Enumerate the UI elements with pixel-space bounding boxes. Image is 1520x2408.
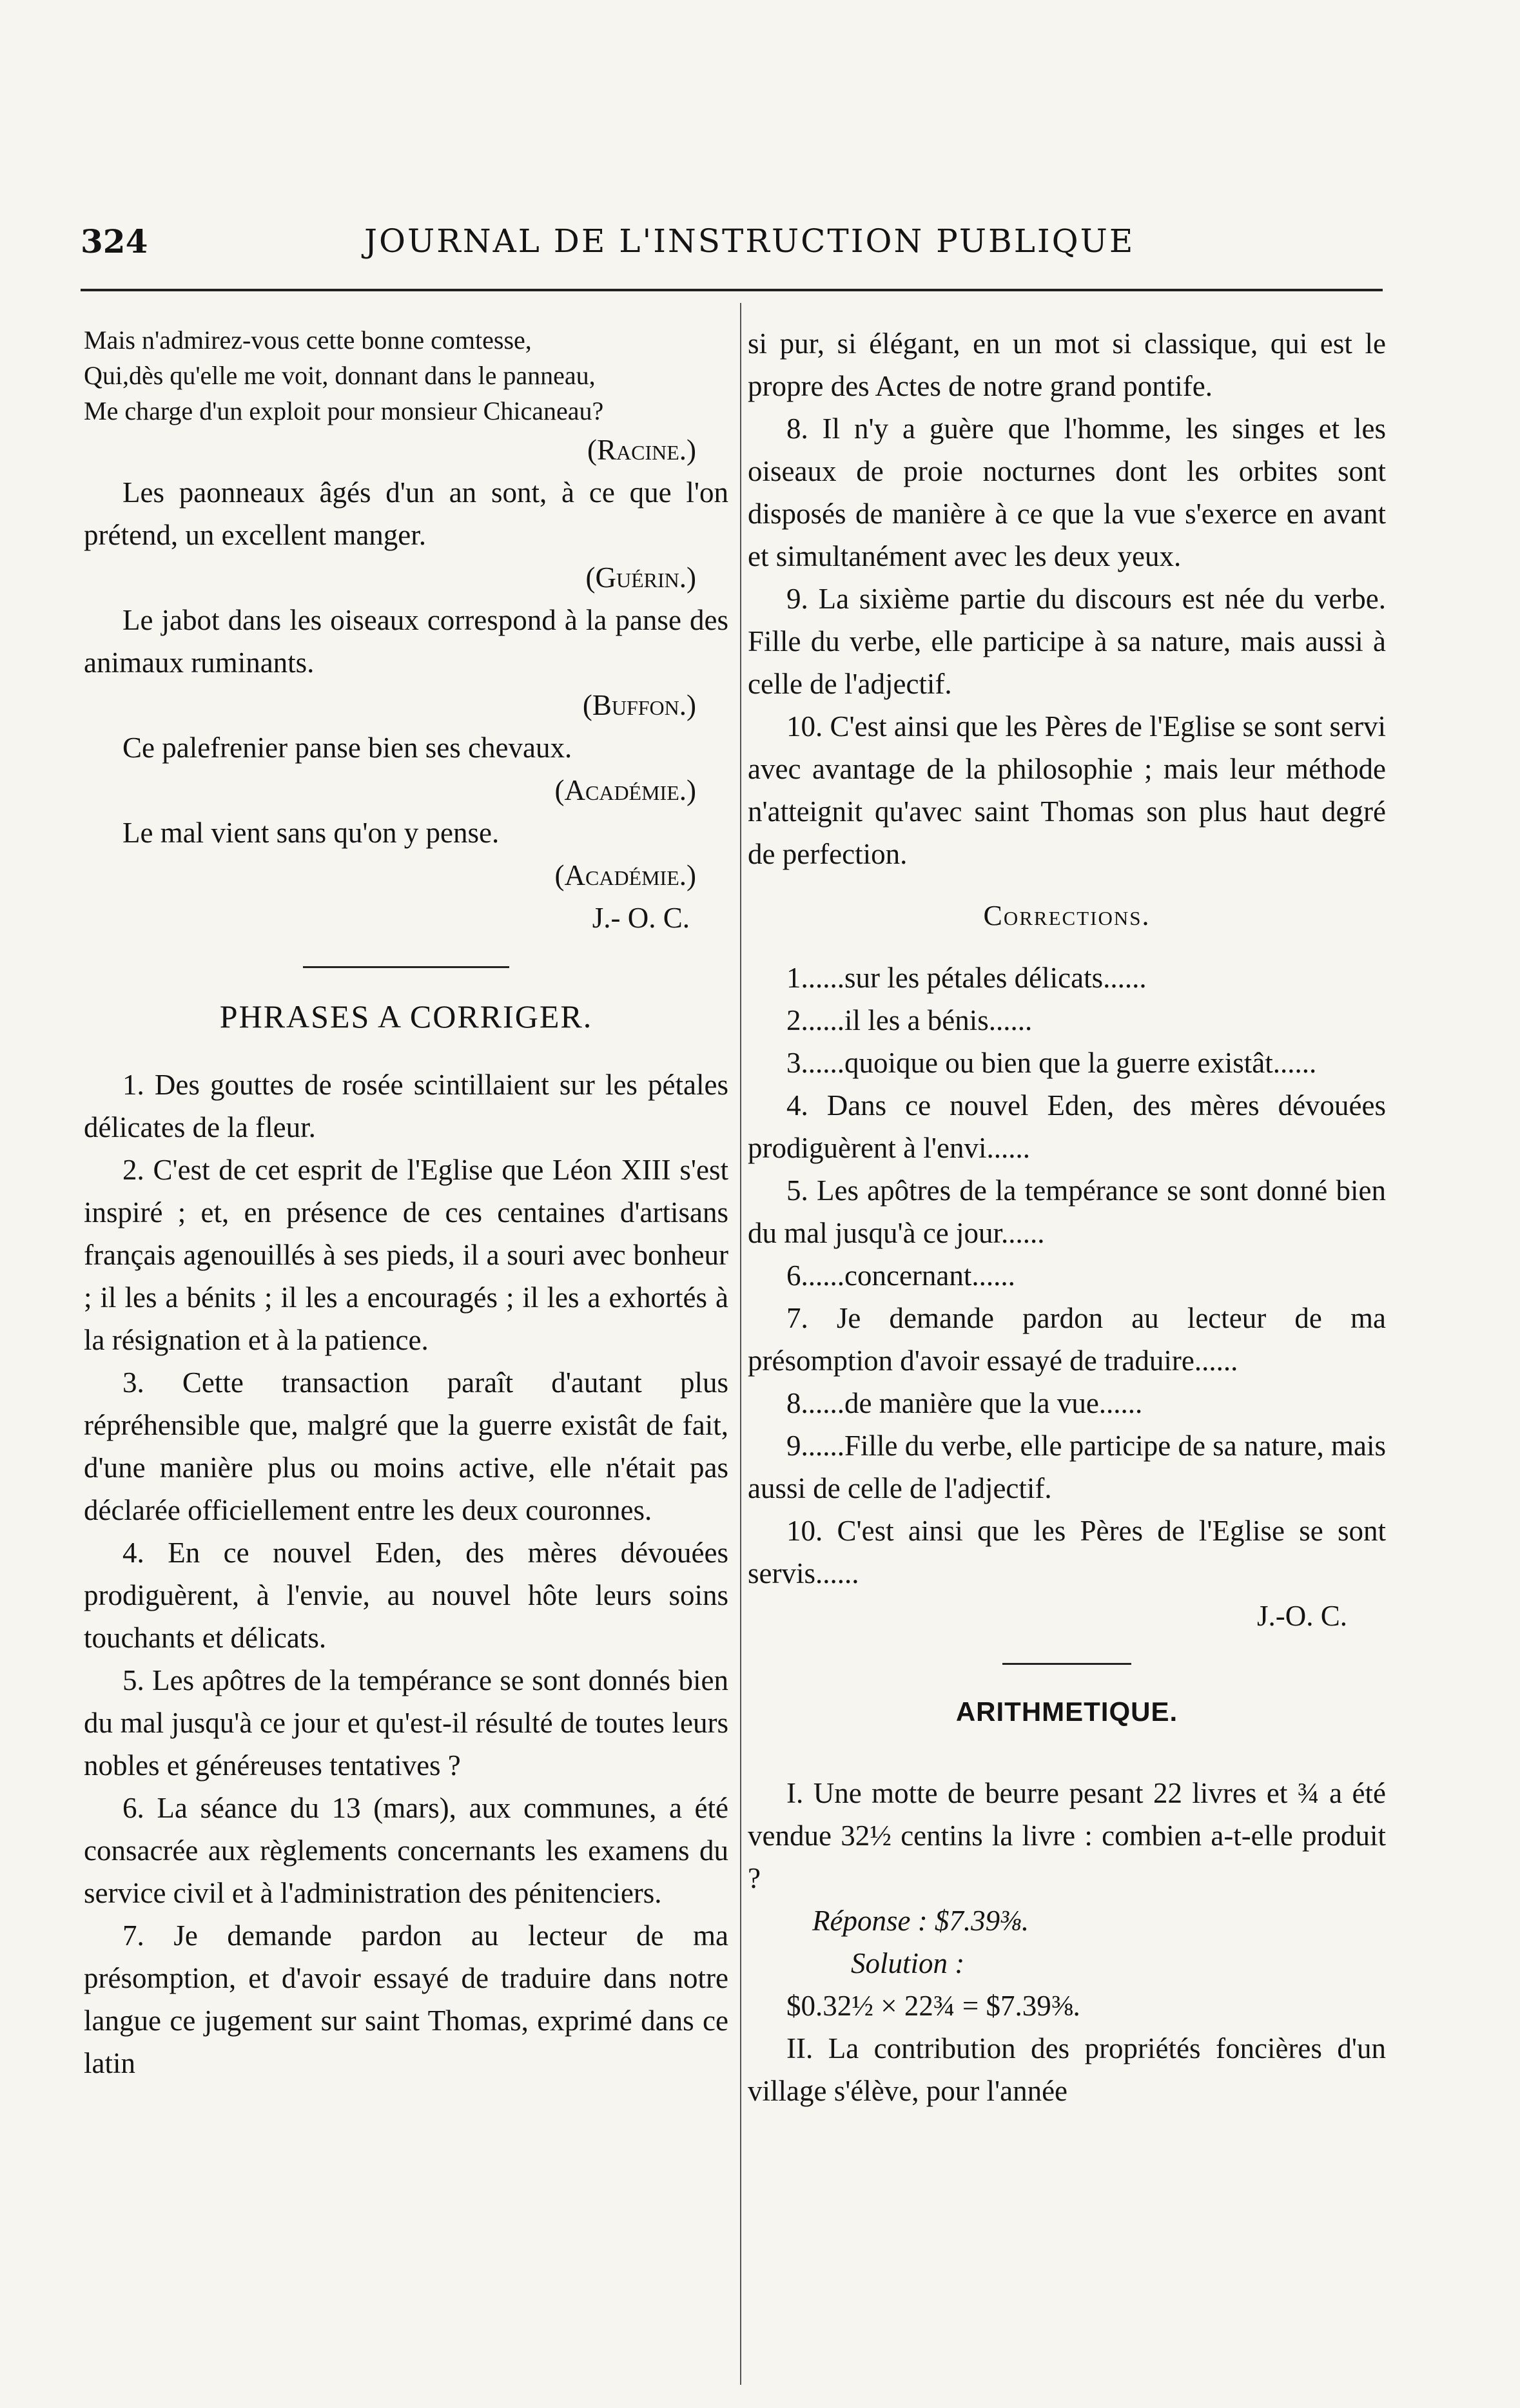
exercise-item: 2. C'est de cet esprit de l'Eglise que Léon XIII s'est inspiré ; et, en présence de ces centaines d'artisans français agenouillés à ses pieds, il a souri avec bonheur ; il les a bénits ; il les a encouragés ; il les a exhortés à la résignation et à la patience. — [84, 1154, 728, 1356]
solution-label-text: Solution : — [851, 1947, 965, 1979]
source-citation: (Académie.) — [554, 774, 696, 806]
example-paragraph: Le jabot dans les oiseaux correspond à la panse des animaux ruminants. — [84, 604, 728, 679]
verse-quote — [84, 322, 728, 429]
example-paragraph: Les paonneaux âgés d'un an sont, à ce que l'on prétend, un excellent manger. — [84, 476, 728, 551]
header-rule — [81, 289, 1383, 291]
exercise-item: 3. Cette transaction paraît d'autant plus répréhensible que, malgré que la guerre existât de fait, d'une manière plus ou moins active, elle n'était pas déclarée officiellement entre les deux couronnes. — [84, 1366, 728, 1526]
corrections-title: Corrections. — [983, 900, 1151, 931]
arithmetic-title: ARITHMETIQUE. — [955, 1696, 1178, 1727]
source-citation: (Buffon.) — [582, 689, 696, 721]
correction-item: 2......il les a bénis...... — [786, 1004, 1033, 1036]
exercise-item: 9. La sixième partie du discours est née du verbe. Fille du verbe, elle participe à sa nature, mais aussi à celle de l'adjectif. — [748, 583, 1386, 700]
correction-item: 5. Les apôtres de la tempérance se sont donné bien du mal jusqu'à ce jour...... — [748, 1174, 1386, 1249]
solution-equation: $0.32½ × 22¾ = $7.39⅜. — [786, 1990, 1080, 2022]
author-signature: J.-O. C. — [1256, 1600, 1347, 1632]
correction-item: 4. Dans ce nouvel Eden, des mères dévouées prodiguèrent à l'envi...... — [748, 1089, 1386, 1164]
page-number: 324 — [81, 222, 148, 260]
exercise-item: 5. Les apôtres de la tempérance se sont donnés bien du mal jusqu'à ce jour et qu'est-il résulté de toutes leurs nobles et généreuses tentatives ? — [84, 1664, 728, 1782]
verse-line: Me charge d'un exploit pour monsieur Chicaneau? — [84, 396, 604, 425]
right-column — [748, 322, 1386, 2112]
exercise-item: 1. Des gouttes de rosée scintillaient sur les pétales délicates de la fleur. — [84, 1069, 728, 1143]
problem-statement: I. Une motte de beurre pesant 22 livres et ¾ a été vendue 32½ centins la livre : combien a-t-elle produit ? — [748, 1777, 1386, 1894]
example-paragraph: Le mal vient sans qu'on y pense. — [122, 817, 500, 849]
correction-item: 10. C'est ainsi que les Pères de l'Eglise se sont servis...... — [748, 1515, 1386, 1589]
author-signature: J.- O. C. — [592, 902, 690, 934]
exercise-item: 6. La séance du 13 (mars), aux communes, a été consacrée aux règlements concernants les examens du service civil et à l'administration des pénitenciers. — [84, 1792, 728, 1909]
correction-item: 1......sur les pétales délicats...... — [786, 962, 1147, 994]
exercise-item: 8. Il n'y a guère que l'homme, les singes et les oiseaux de proie nocturnes dont les orbites sont disposés de manière à ce que la vue s'exerce en avant et simultanément avec les deux yeux. — [748, 413, 1386, 572]
example-paragraph: Ce palefrenier panse bien ses chevaux. — [122, 732, 572, 764]
verse-line: Mais n'admirez-vous cette bonne comtesse, — [84, 325, 532, 354]
correction-item: 6......concernant...... — [786, 1259, 1015, 1292]
section-divider — [303, 966, 509, 968]
continued-paragraph: si pur, si élégant, en un mot si classique, qui est le propre des Actes de notre grand pontife. — [748, 327, 1386, 402]
solution-label — [748, 1942, 1386, 1985]
correction-item: 9......Fille du verbe, elle participe de sa nature, mais aussi de celle de l'adjectif. — [748, 1430, 1386, 1504]
running-title: JOURNAL DE L'INSTRUCTION PUBLIQUE — [364, 222, 1135, 260]
exercise-item: 4. En ce nouvel Eden, des mères dévouées prodiguèrent, à l'envie, au nouvel hôte leurs soins touchants et délicats. — [84, 1537, 728, 1654]
left-column — [84, 322, 728, 2084]
column-divider — [740, 303, 741, 2385]
correction-item: 3......quoique ou bien que la guerre existât...... — [786, 1047, 1317, 1079]
problem-statement: II. La contribution des propriétés foncières d'un village s'élève, pour l'année — [748, 2032, 1386, 2107]
correction-item: 8......de manière que la vue...... — [786, 1387, 1143, 1419]
exercise-item: 7. Je demande pardon au lecteur de ma présomption, et d'avoir essayé de traduire dans notre langue ce jugement sur saint Thomas, exprimé dans ce latin — [84, 1919, 728, 2079]
source-citation: (Guérin.) — [585, 561, 696, 594]
source-citation: (Racine.) — [587, 434, 696, 466]
answer-line — [748, 1899, 1386, 1942]
section-divider — [1002, 1663, 1131, 1665]
page-header — [81, 222, 1383, 280]
exercise-item: 10. C'est ainsi que les Pères de l'Eglise se sont servi avec avantage de la philosophie ; mais leur méthode n'atteignit qu'avec saint Thomas son plus haut degré de perfection. — [748, 710, 1386, 870]
correction-item: 7. Je demande pardon au lecteur de ma présomption d'avoir essayé de traduire...... — [748, 1302, 1386, 1377]
source-citation: (Académie.) — [554, 859, 696, 891]
answer-text: Réponse : $7.39⅜. — [812, 1905, 1029, 1937]
verse-line: Qui,dès qu'elle me voit, donnant dans le panneau, — [84, 361, 596, 390]
section-title: PHRASES A CORRIGER. — [219, 998, 593, 1034]
